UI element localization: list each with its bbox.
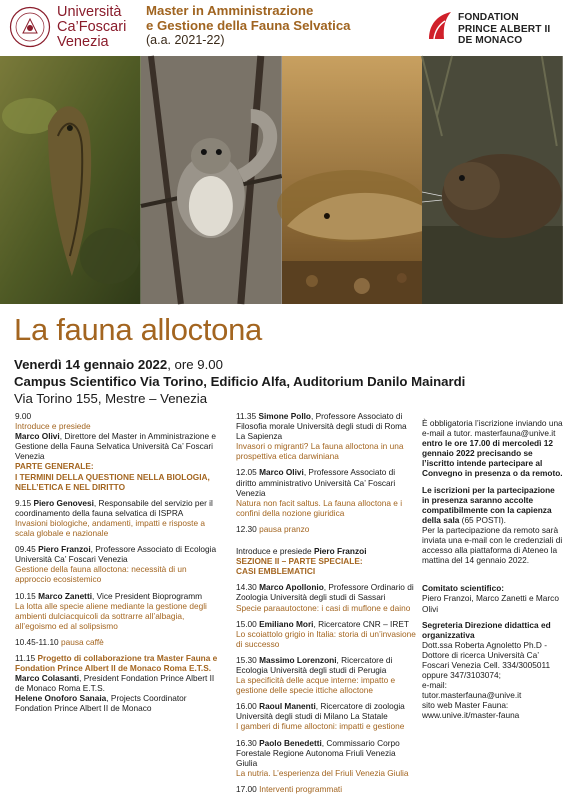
program-item: 10.45-11.10 pausa caffè: [15, 636, 104, 647]
chameleon-photo: [0, 56, 141, 304]
foundation-logo-icon: [425, 9, 455, 43]
program-column-2: [236, 411, 416, 794]
program-item: 17.00 Interventi programmati: [236, 783, 343, 794]
event-title: La fauna alloctona: [14, 312, 262, 347]
program-item: 16.30 Paolo Benedetti, Commissario Corpo Forestale Regione Autonoma Friuli Venezia Giulia La nutria. L’esperienza del Friuli Venezia Giulia: [236, 737, 409, 778]
secretariat: Segreteria Direzione didattica ed organizzativa Dott.ssa Roberta Agnoletto Ph.D - Dottore di ricerca Università Ca’ Foscari Venezia Cell. 334/3005011 oppure 347/3103074; e-mail: tutor.masterfauna@unive.it sito web Master Fauna: www.unive.it/master-fauna: [422, 620, 563, 721]
squirrel-photo: [141, 56, 282, 304]
event-address: Via Torino 155, Mestre – Venezia: [14, 391, 208, 406]
program-item: 9.15 Piero Genovesi, Responsabile del servizio per il coordinamento della fauna selvatica di ISPRA Invasioni biologiche, andamenti, impatti e risposte a scala globale e nazionale: [15, 497, 213, 539]
program-column-1: [15, 411, 223, 720]
program-item: Introduce e presiede Piero Franzoi SEZIONE II – PARTE SPECIALE: CASI EMBLEMATICI: [236, 546, 367, 577]
email-link[interactable]: tutor.masterfauna@unive.it: [422, 690, 522, 701]
event-date: Venerdì 14 gennaio 2022, ore 9.00: [14, 357, 223, 372]
remote-info: Per la partecipazione da remoto sarà inviata una e-mail con le credenziali di accesso alla piattaforma di Ateneo la mattina del 14 gennaio 2022.: [422, 524, 563, 566]
header: [0, 0, 563, 58]
program-item: 12.05 Marco Olivi, Professore Associato di diritto amministrativo Università Ca’ Foscari Venezia Natura non facit saltus. La fauna alloctona e i confini della nozione giuridica: [236, 467, 403, 518]
foundation-name: FONDATION PRINCE ALBERT II DE MONACO: [458, 12, 551, 46]
program-item: 12.30 pausa pranzo: [236, 523, 310, 534]
program-item: 09.45 Piero Franzoi, Professore Associato di Ecologia Università Ca’ Foscari Venezia Gestione della fauna alloctona: necessità di un approccio ecosistemico: [15, 544, 217, 585]
university-name: Università Ca’Foscari Venezia: [57, 4, 127, 50]
program-item: 9.00 Introduce e presiede Marco Olivi, Direttore del Master in Amministrazione e Gestione della Fauna Selvatica Università Ca’ Foscari Venezia PARTE GENERALE: I TERMINI DELLA QUESTIONE NELLA BIOLOGIA, NELL’ETICA E NEL DIRITTO: [15, 411, 217, 492]
info-column: [422, 418, 563, 727]
university-seal-icon: [9, 6, 51, 48]
capacity-info: Le iscrizioni per la partecipazione in presenza saranno accolte compatibilmente con la capienza della sala (65 POSTI).: [422, 484, 555, 525]
program-item: 14.30 Marco Apollonio, Professore Ordinario di Zoologia Università degli studi di Sassari Specie paraautoctone: i casi di muflone e daino: [236, 582, 414, 613]
program-item: 11.35 Simone Pollo, Professore Associato di Filosofia morale Università degli studi di Roma La Sapienza Invasori o migranti? La fauna alloctona in una prospettiva etica darwiniana: [236, 411, 407, 462]
program-item: 16.00 Raoul Manenti, Ricercatore di zoologia Università degli studi di Milano La Statale I gamberi di fiume alloctoni: impatti e gestione: [236, 701, 405, 732]
photo-strip: [0, 56, 563, 304]
program-item: 10.15 Marco Zanetti, Vice President Bioprogramm La lotta alle specie aliene mediante la gestione degli ambienti dulciacquicoli da sottrarre all’albagia, all’egoismo ed al solipsismo: [15, 590, 207, 631]
academic-year: (a.a. 2021-22): [146, 33, 225, 47]
fish-photo: [282, 56, 423, 304]
event-venue: Campus Scientifico Via Torino, Edificio Alfa, Auditorium Danilo Mainardi: [14, 374, 466, 389]
program-item: 15.30 Massimo Lorenzoni, Ricercatore di Ecologia Università degli studi di Perugia La specificità delle acque interne: impatto e gestione delle specie ittiche alloctone: [236, 654, 396, 696]
committee: Comitato scientifico: Piero Franzoi, Marco Zanetti e Marco Olivi: [422, 583, 559, 614]
master-title: Master in Amministrazione e Gestione della Fauna Selvatica (a.a. 2021-22): [146, 3, 351, 47]
website-link[interactable]: www.unive.it/master-fauna: [422, 710, 520, 721]
registration-info: È obbligatoria l’iscrizione inviando una e-mail a tutor. masterfauna@unive.it entro le ore 17.00 di mercoledì 12 gennaio 2022 precisando se l’iscritto intende partecipare al Convegno in presenza o da remoto.: [422, 418, 563, 479]
nutria-photo: [422, 56, 563, 304]
program-item: 15.00 Emiliano Mori, Ricercatore CNR – IRET Lo scoiattolo grigio in Italia: storia di un’invasione di successo: [236, 618, 416, 649]
program-item: 11.15 Progetto di collaborazione tra Master Fauna e Fondation Prince Albert II de Monaco Roma E.T.S. Marco Colasanti, President Fondation Prince Albert II de Monaco Roma E.T.S. Helene Onoforo Sanaia, Projects Coordinator Fondation Prince Albert II de Monaco: [15, 652, 218, 714]
